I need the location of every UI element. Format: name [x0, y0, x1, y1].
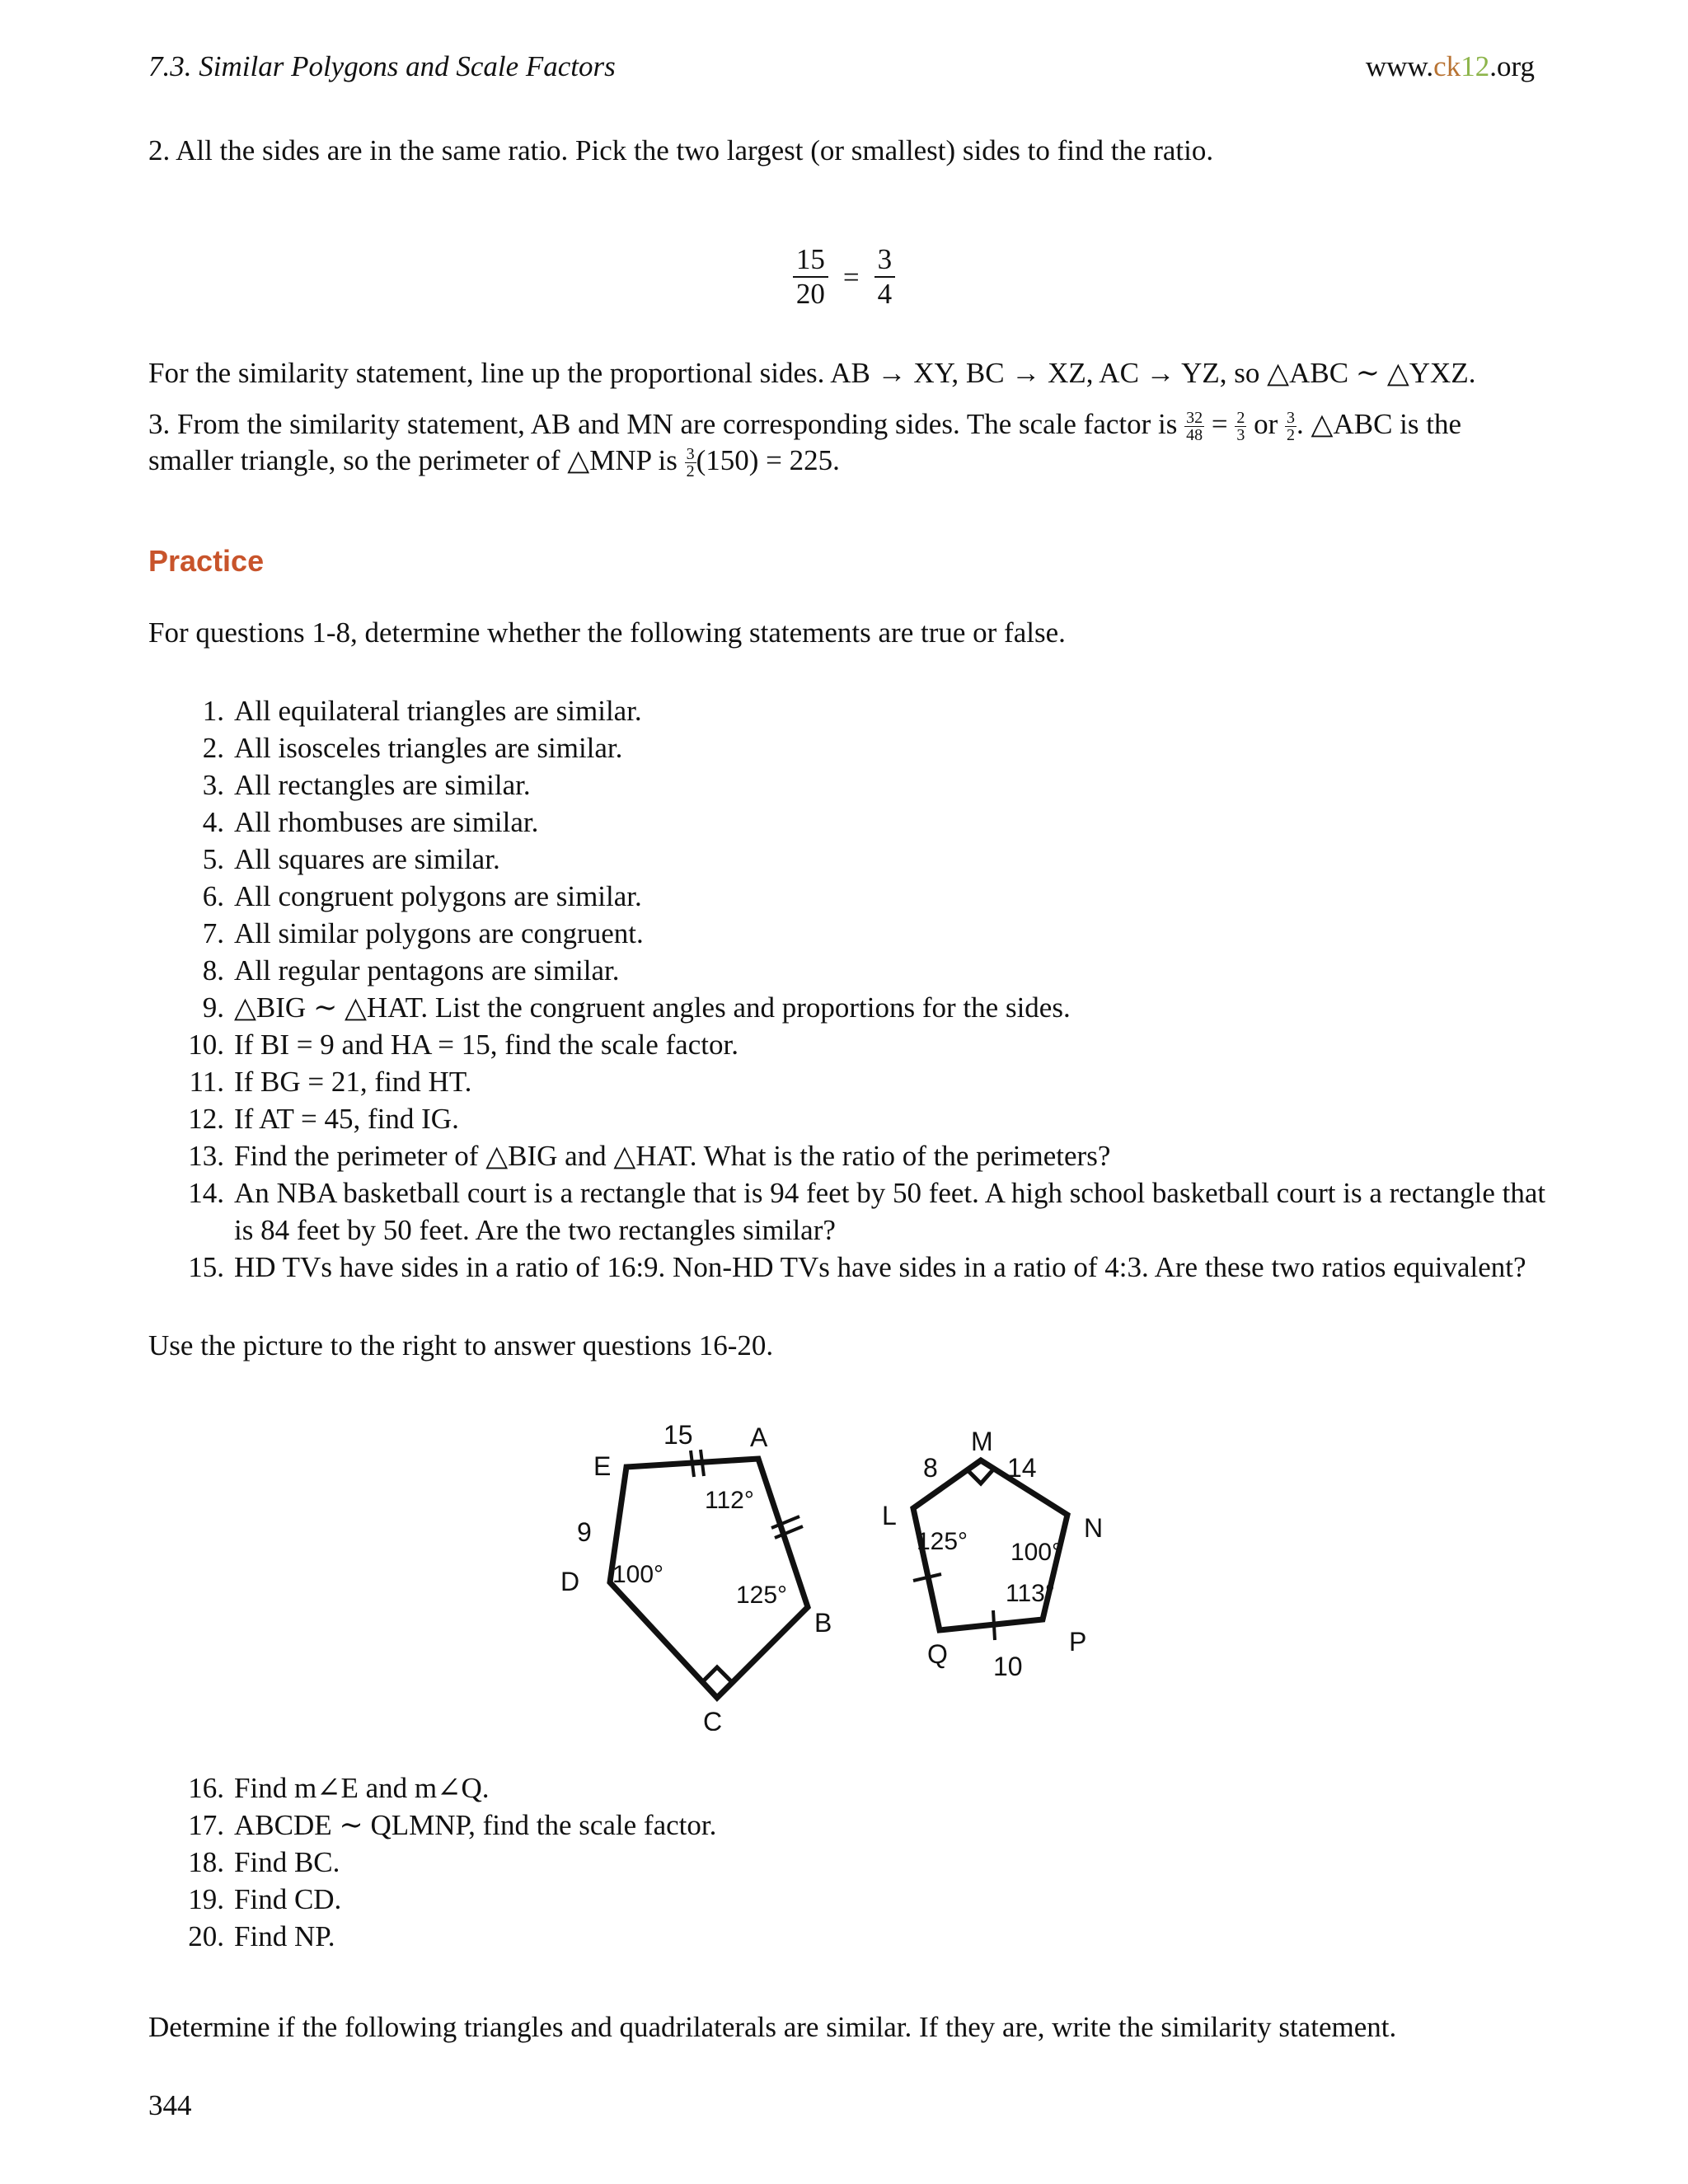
label-a: A — [750, 1422, 768, 1452]
tick-mark-ea-2 — [701, 1450, 704, 1476]
tick-mark-ea-1 — [691, 1451, 694, 1477]
label-angle-d: 100° — [612, 1561, 664, 1588]
question-text: All congruent polygons are similar. — [234, 880, 642, 912]
fraction-3-4: $\frac{3}{4}$ — [874, 243, 896, 312]
label-side-lm: 8 — [923, 1453, 938, 1483]
right-angle-m — [968, 1469, 994, 1483]
label-n: N — [1084, 1513, 1104, 1543]
label-c: C — [703, 1707, 723, 1731]
label-m: M — [971, 1427, 993, 1456]
question-item — [148, 915, 1550, 952]
question-number: 1. — [202, 695, 224, 727]
question-item — [148, 1137, 1550, 1174]
label-angle-a: 112° — [705, 1487, 754, 1514]
question-number: 14. — [188, 1177, 224, 1209]
question-number: 18. — [188, 1846, 224, 1878]
pentagons-figure — [495, 1401, 1154, 1731]
fraction-15-20: $\frac{15}{20}$ — [793, 243, 828, 312]
question-item — [148, 1249, 1550, 1286]
label-angle-l: 125° — [917, 1528, 968, 1555]
question-text: All equilateral triangles are similar. — [234, 695, 642, 727]
fraction-32-48: $\frac{32}{48}$ — [1186, 409, 1203, 445]
label-b: B — [814, 1608, 832, 1638]
question-text: If BI = 9 and HA = 15, find the scale factor. — [234, 1029, 738, 1061]
question-number: 3. — [202, 769, 224, 801]
question-number: 17. — [188, 1809, 224, 1841]
label-d: D — [560, 1567, 580, 1596]
label-side-de: 9 — [577, 1517, 592, 1547]
tick-mark-qp — [993, 1610, 995, 1640]
question-item — [148, 1918, 1550, 1955]
site-ck: ck — [1433, 50, 1461, 82]
label-side-mn: 14 — [1007, 1453, 1037, 1483]
question-number: 4. — [202, 806, 224, 838]
question-text: All regular pentagons are similar. — [234, 954, 620, 987]
practice-intro: For questions 1-8, determine whether the following statements are true or false. — [148, 616, 1066, 649]
question-number: 6. — [202, 880, 224, 912]
site-num: 12 — [1461, 50, 1490, 82]
site-prefix: www. — [1365, 50, 1434, 82]
ratio-equation — [0, 243, 1688, 312]
question-item — [148, 878, 1550, 915]
question-text: HD TVs have sides in a ratio of 16:9. Non-HD TVs have sides in a ratio of 4:3. Are these two ratios equivalent? — [234, 1251, 1526, 1283]
question-text: Find BC. — [234, 1846, 340, 1878]
question-text: All squares are similar. — [234, 843, 500, 875]
label-angle-b: 125° — [736, 1582, 788, 1609]
question-number: 5. — [202, 843, 224, 875]
question-text: Find CD. — [234, 1883, 342, 1915]
question-item — [148, 841, 1550, 878]
question-number: 13. — [188, 1140, 224, 1172]
running-header-section: 7.3. Similar Polygons and Scale Factors — [148, 50, 616, 82]
question-number: 12. — [188, 1103, 224, 1135]
question-text: Find NP. — [234, 1920, 335, 1952]
label-q: Q — [927, 1639, 948, 1669]
question-item — [148, 766, 1550, 804]
question-item — [148, 1026, 1550, 1063]
label-p: P — [1069, 1627, 1087, 1657]
question-text: Find the perimeter of △BIG and △HAT. What is the ratio of the perimeters? — [234, 1140, 1111, 1172]
question-item — [148, 804, 1550, 841]
page-number: 344 — [148, 2089, 192, 2121]
question-text: △BIG ∼ △HAT. List the congruent angles and proportions for the sides. — [234, 991, 1071, 1024]
question-number: 19. — [188, 1883, 224, 1915]
equals-sign: = — [842, 260, 860, 293]
label-side-ea: 15 — [663, 1420, 693, 1450]
running-header-site[interactable] — [1366, 48, 1535, 86]
question-number: 10. — [188, 1029, 224, 1061]
similarity-statement: For the similarity statement, line up the proportional sides. AB → XY, BC → XZ, AC → YZ, so △ABC ∼ △YXZ. — [148, 357, 1476, 389]
question-item — [148, 729, 1550, 766]
label-l: L — [882, 1501, 897, 1530]
question-number: 16. — [188, 1772, 224, 1804]
fraction-3-2-b: $\frac{3}{2}$ — [686, 445, 695, 481]
question-number: 7. — [202, 917, 224, 949]
question-text: ABCDE ∼ QLMNP, find the scale factor. — [234, 1809, 717, 1841]
question-text: Find m∠E and m∠Q. — [234, 1772, 490, 1804]
picture-intro: Use the picture to the right to answer questions 16-20. — [148, 1329, 774, 1361]
fraction-3-2: $\frac{3}{2}$ — [1287, 409, 1296, 445]
right-angle-c — [701, 1667, 733, 1683]
question-item — [148, 1174, 1550, 1249]
solution-3-line-2: smaller triangle, so the perimeter of △MNP is $\frac{3}{2}$ (150) = 225. — [148, 444, 840, 481]
question-text: All isosceles triangles are similar. — [234, 732, 623, 764]
question-number: 20. — [188, 1920, 224, 1952]
question-item — [148, 1807, 1550, 1844]
label-angle-n: 100° — [1010, 1539, 1062, 1566]
question-item — [148, 1881, 1550, 1918]
question-item — [148, 692, 1550, 729]
question-number: 2. — [202, 732, 224, 764]
question-item — [148, 1844, 1550, 1881]
solution-3-line-1: 3. From the similarity statement, AB and MN are corresponding sides. The scale factor is $\frac{32}{48}$ = $\frac{2}{3}$ or $\frac{3}{2}$ . △ABC is the — [148, 408, 1462, 445]
solution-2-text: 2. All the sides are in the same ratio. Pick the two largest (or smallest) sides to find the ratio. — [148, 134, 1214, 166]
question-item — [148, 952, 1550, 989]
question-text: All rhombuses are similar. — [234, 806, 539, 838]
label-e: E — [593, 1451, 612, 1481]
site-suffix: .org — [1489, 50, 1535, 82]
question-text: If AT = 45, find IG. — [234, 1103, 459, 1135]
question-number: 11. — [189, 1066, 224, 1098]
question-number: 15. — [188, 1251, 224, 1283]
question-item — [148, 1769, 1550, 1807]
question-item — [148, 1063, 1550, 1100]
question-item — [148, 1100, 1550, 1137]
label-side-pq: 10 — [993, 1652, 1023, 1681]
question-item — [148, 989, 1550, 1026]
question-number: 9. — [202, 991, 224, 1024]
question-text: All rectangles are similar. — [234, 769, 531, 801]
question-number: 8. — [202, 954, 224, 987]
closing-instruction: Determine if the following triangles and quadrilaterals are similar. If they are, write the similarity statement. — [148, 2011, 1397, 2043]
label-angle-p: 113° — [1006, 1580, 1055, 1607]
question-text: All similar polygons are congruent. — [234, 917, 644, 949]
fraction-2-3: $\frac{2}{3}$ — [1236, 409, 1245, 445]
practice-heading: Practice — [148, 544, 265, 578]
question-text: An NBA basketball court is a rectangle that is 94 feet by 50 feet. A high school basketball court is a rectangle that is 84 feet by 50 feet. Are the two rectangles similar? — [234, 1177, 1546, 1246]
question-text: If BG = 21, find HT. — [234, 1066, 472, 1098]
question-list-16-20 — [148, 1769, 1550, 1955]
question-list-1-15 — [148, 692, 1550, 1286]
